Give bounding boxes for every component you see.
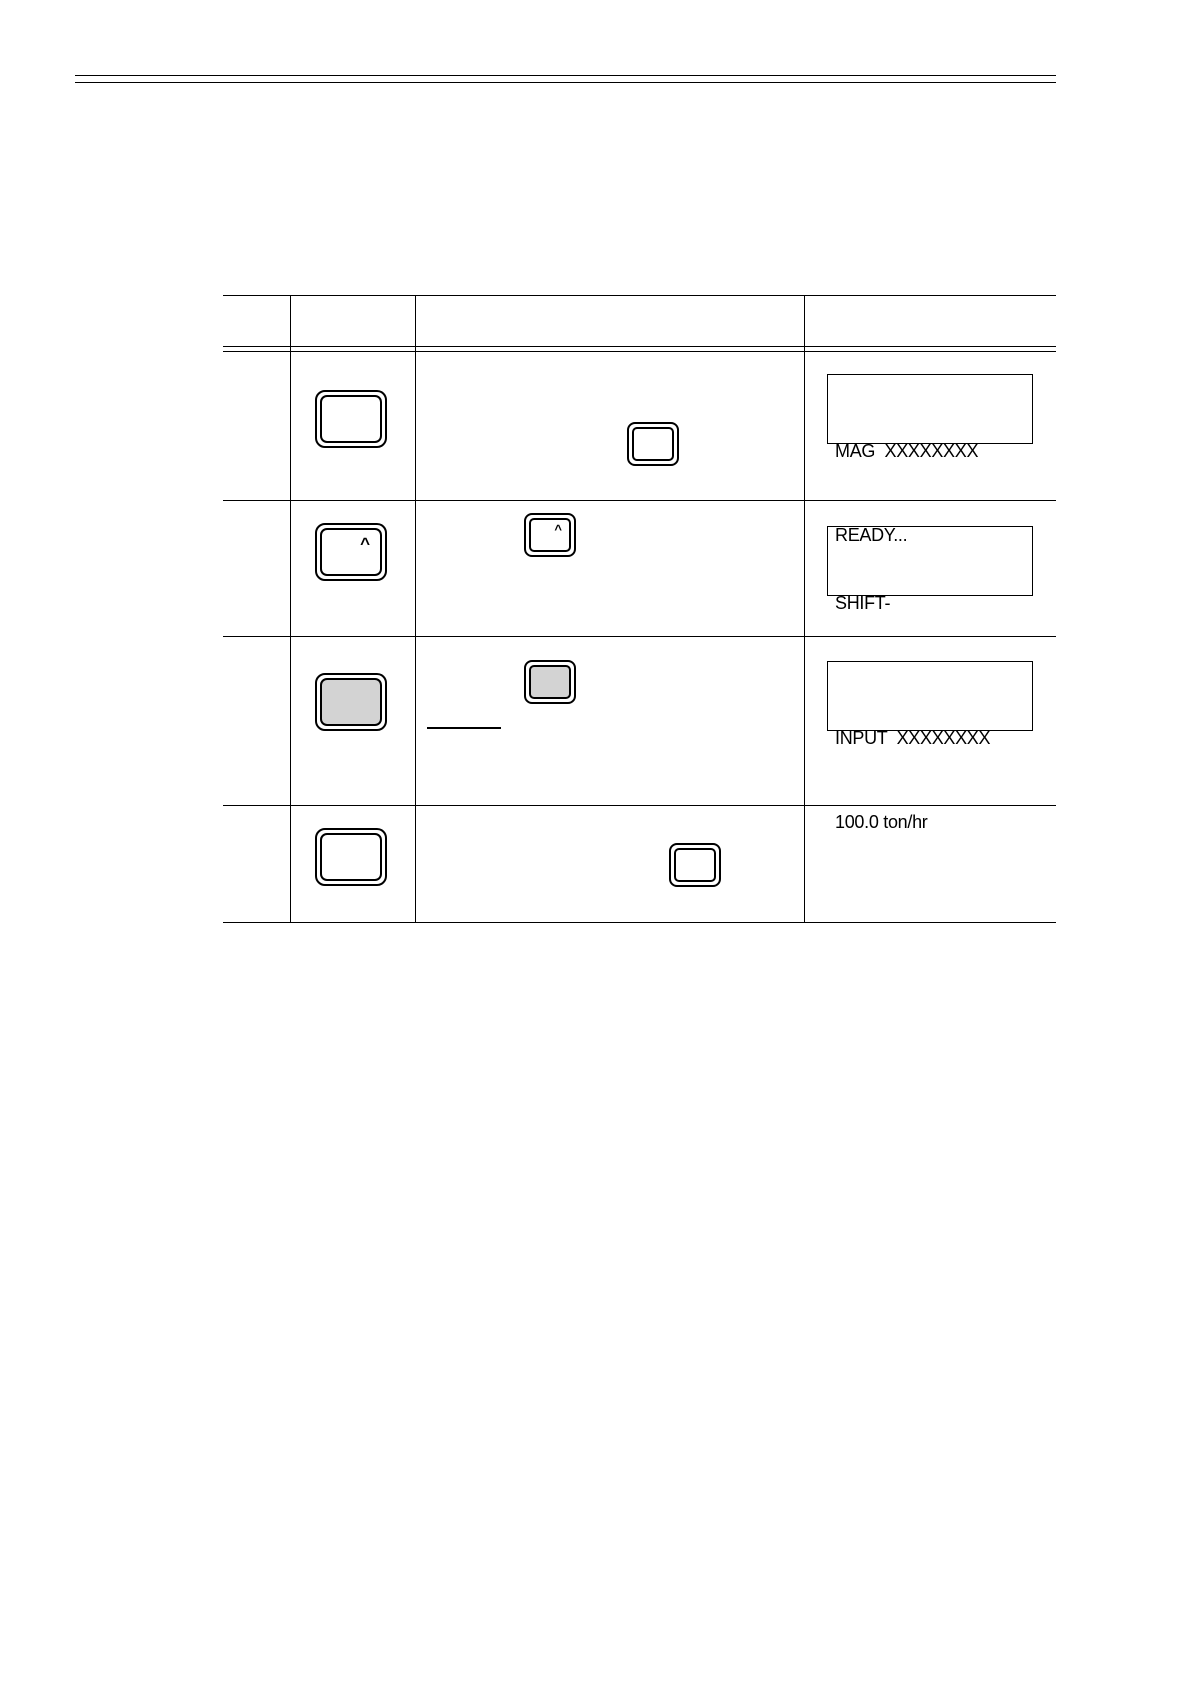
lcd-line-1: SHIFT- (835, 593, 891, 613)
table-col-divider-2 (415, 295, 416, 922)
table-col-divider-3 (804, 295, 805, 922)
row1-lcd-display (827, 374, 1033, 545)
table-top-border (223, 295, 1056, 296)
row1-inline-key-icon (627, 422, 679, 466)
table-header-rule-1 (223, 346, 1056, 347)
row2-lcd-display (827, 526, 1033, 613)
lcd-line-2: 100.0 ton/hr (835, 812, 928, 832)
lcd-line-1: INPUT XXXXXXXX (835, 728, 991, 748)
row2-inline-shift-key-icon (524, 513, 576, 557)
header-rule-bottom (75, 82, 1056, 83)
row1-key-icon (315, 390, 387, 448)
row4-key-icon (315, 828, 387, 886)
table-col-divider-1 (290, 295, 291, 922)
lcd-line-2: READY... (835, 525, 908, 545)
caret-symbol: ^ (554, 522, 562, 537)
row4-inline-key-icon (669, 843, 721, 887)
caret-symbol: ^ (360, 534, 370, 553)
row3-inline-gray-key-icon (524, 660, 576, 704)
lcd-line-1: MAG XXXXXXXX (835, 441, 979, 461)
row2-shift-key-icon (315, 523, 387, 581)
row3-gray-key-icon (315, 673, 387, 731)
row3-lcd-display (827, 661, 1033, 832)
table-header-rule-2 (223, 351, 1056, 352)
table-bottom-border (223, 922, 1056, 923)
header-rule-top (75, 75, 1056, 76)
row3-underline (427, 727, 501, 729)
